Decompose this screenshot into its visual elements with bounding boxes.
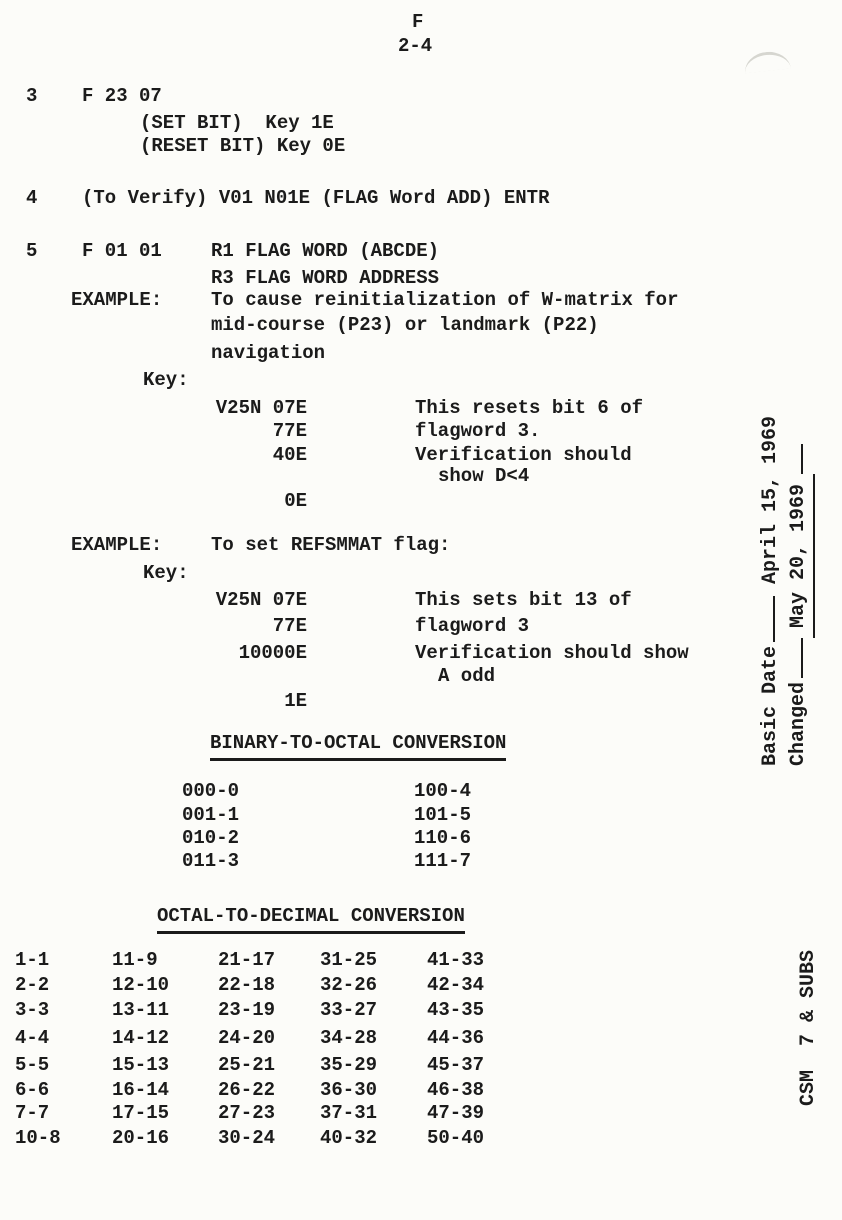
keystroke-note: Verification should show — [415, 642, 689, 664]
item-5-code: F 01 01 — [82, 240, 162, 262]
keystroke-code: 0E — [284, 490, 307, 512]
octal-cell: 34-28 — [320, 1027, 378, 1049]
register-line-r1: R1 FLAG WORD (ABCDE) — [211, 240, 440, 262]
keystroke-note: flagword 3. — [415, 420, 541, 442]
spacecraft-block — [795, 926, 829, 1106]
keystroke-note: This sets bit 13 of — [415, 589, 632, 611]
octal-row — [15, 1101, 635, 1125]
octal-cell: 20-16 — [112, 1127, 170, 1149]
octal-row — [15, 1026, 635, 1050]
example-1-label: EXAMPLE: — [71, 289, 163, 311]
octal-cell: 16-14 — [112, 1079, 170, 1101]
octal-cell: 37-31 — [320, 1102, 378, 1124]
octal-cell: 24-20 — [218, 1027, 276, 1049]
changed-rule-tail — [787, 444, 803, 474]
octal-row — [15, 948, 635, 972]
octal-cell: 26-22 — [218, 1079, 276, 1101]
octal-cell: 41-33 — [427, 949, 485, 971]
octal-cell: 1-1 — [15, 949, 50, 971]
keystroke-code: V25N 07E — [215, 397, 307, 419]
keystroke-code: 40E — [272, 444, 307, 466]
basic-date-rule — [759, 596, 775, 642]
keystroke-note: flagword 3 — [415, 615, 530, 637]
octal-row — [15, 1053, 635, 1077]
example-2-key-label: Key: — [143, 562, 189, 584]
octal-cell: 47-39 — [427, 1102, 485, 1124]
item-5-number: 5 — [26, 240, 38, 262]
keystroke-code: 1E — [284, 690, 307, 712]
changed-label: Changed — [787, 681, 810, 766]
octal-cell: 23-19 — [218, 999, 276, 1021]
example-2-desc-1: To set REFSMMAT flag: — [211, 534, 451, 556]
octal-cell: 36-30 — [320, 1079, 378, 1101]
keystroke-code: 77E — [272, 420, 307, 442]
octal-row — [15, 998, 635, 1022]
example-1-key-label: Key: — [143, 369, 189, 391]
binary-row — [15, 849, 635, 873]
octal-cell: 4-4 — [15, 1027, 50, 1049]
example-1-desc-1: To cause reinitialization of W-matrix for — [211, 289, 679, 311]
octal-cell: 32-26 — [320, 974, 378, 996]
keystroke-code: 10000E — [238, 642, 307, 664]
octal-cell: 27-23 — [218, 1102, 276, 1124]
keystroke-note: Verification should — [415, 444, 632, 466]
octal-cell: 35-29 — [320, 1054, 378, 1076]
item-3-number: 3 — [26, 85, 38, 107]
example-2-label: EXAMPLE: — [71, 534, 163, 556]
item-4-text: (To Verify) V01 N01E (FLAG Word ADD) ENTR — [82, 187, 550, 209]
keystroke-code: V25N 07E — [215, 589, 307, 611]
binary-cell: 000-0 — [182, 780, 240, 802]
octal-cell: 14-12 — [112, 1027, 170, 1049]
octal-cell: 43-35 — [427, 999, 485, 1021]
octal-row — [15, 973, 635, 997]
octal-cell: 3-3 — [15, 999, 50, 1021]
keystroke-code: 77E — [272, 615, 307, 637]
octal-cell: 42-34 — [427, 974, 485, 996]
octal-cell: 25-21 — [218, 1054, 276, 1076]
item-3-code: F 23 07 — [82, 85, 162, 107]
octal-cell: 12-10 — [112, 974, 170, 996]
octal-cell: 31-25 — [320, 949, 378, 971]
octal-cell: 30-24 — [218, 1127, 276, 1149]
binary-cell: 011-3 — [182, 850, 240, 872]
octal-cell: 50-40 — [427, 1127, 485, 1149]
register-line-r3: R3 FLAG WORD ADDRESS — [211, 267, 440, 289]
octal-cell: 6-6 — [15, 1079, 50, 1101]
binary-cell: 101-5 — [414, 804, 472, 826]
scan-smudge — [743, 50, 791, 74]
binary-cell: 100-4 — [414, 780, 472, 802]
binary-table-title: BINARY-TO-OCTAL CONVERSION — [210, 731, 506, 761]
binary-cell: 111-7 — [414, 850, 472, 872]
octal-cell: 13-11 — [112, 999, 170, 1021]
octal-cell: 21-17 — [218, 949, 276, 971]
changed-line — [785, 368, 813, 766]
keystroke-note: show D<4 — [438, 465, 530, 487]
octal-cell: 22-18 — [218, 974, 276, 996]
keystroke-note: A odd — [438, 665, 496, 687]
octal-cell: 7-7 — [15, 1102, 50, 1124]
spacecraft-label: CSM 7 & SUBS — [797, 949, 820, 1106]
basic-date-label: Basic Date — [759, 645, 782, 766]
example-1-desc-2: mid-course (P23) or landmark (P22) — [211, 314, 599, 336]
binary-row — [15, 803, 635, 827]
page-number: 2-4 — [398, 35, 433, 57]
octal-table-title: OCTAL-TO-DECIMAL CONVERSION — [157, 904, 465, 934]
octal-cell: 40-32 — [320, 1127, 378, 1149]
binary-cell: 001-1 — [182, 804, 240, 826]
octal-cell: 5-5 — [15, 1054, 50, 1076]
example-1-desc-3: navigation — [211, 342, 326, 364]
octal-cell: 17-15 — [112, 1102, 170, 1124]
octal-cell: 33-27 — [320, 999, 378, 1021]
basic-date-line — [757, 368, 785, 766]
octal-row — [15, 1078, 635, 1102]
binary-row — [15, 779, 635, 803]
section-letter: F — [412, 11, 424, 33]
octal-cell: 44-36 — [427, 1027, 485, 1049]
octal-row — [15, 1126, 635, 1150]
reset-bit-line: (RESET BIT) Key 0E — [140, 135, 346, 157]
changed-value: May 20, 1969 — [785, 474, 815, 638]
changed-rule — [787, 638, 803, 678]
revision-date-block — [757, 368, 817, 766]
basic-date-value: April 15, 1969 — [759, 415, 782, 584]
octal-cell: 11-9 — [112, 949, 158, 971]
octal-cell: 10-8 — [15, 1127, 61, 1149]
octal-cell: 2-2 — [15, 974, 50, 996]
binary-cell: 110-6 — [414, 827, 472, 849]
octal-cell: 15-13 — [112, 1054, 170, 1076]
set-bit-line: (SET BIT) Key 1E — [140, 112, 334, 134]
binary-row — [15, 826, 635, 850]
keystroke-note: This resets bit 6 of — [415, 397, 644, 419]
binary-cell: 010-2 — [182, 827, 240, 849]
octal-cell: 46-38 — [427, 1079, 485, 1101]
octal-cell: 45-37 — [427, 1054, 485, 1076]
item-4-number: 4 — [26, 187, 38, 209]
